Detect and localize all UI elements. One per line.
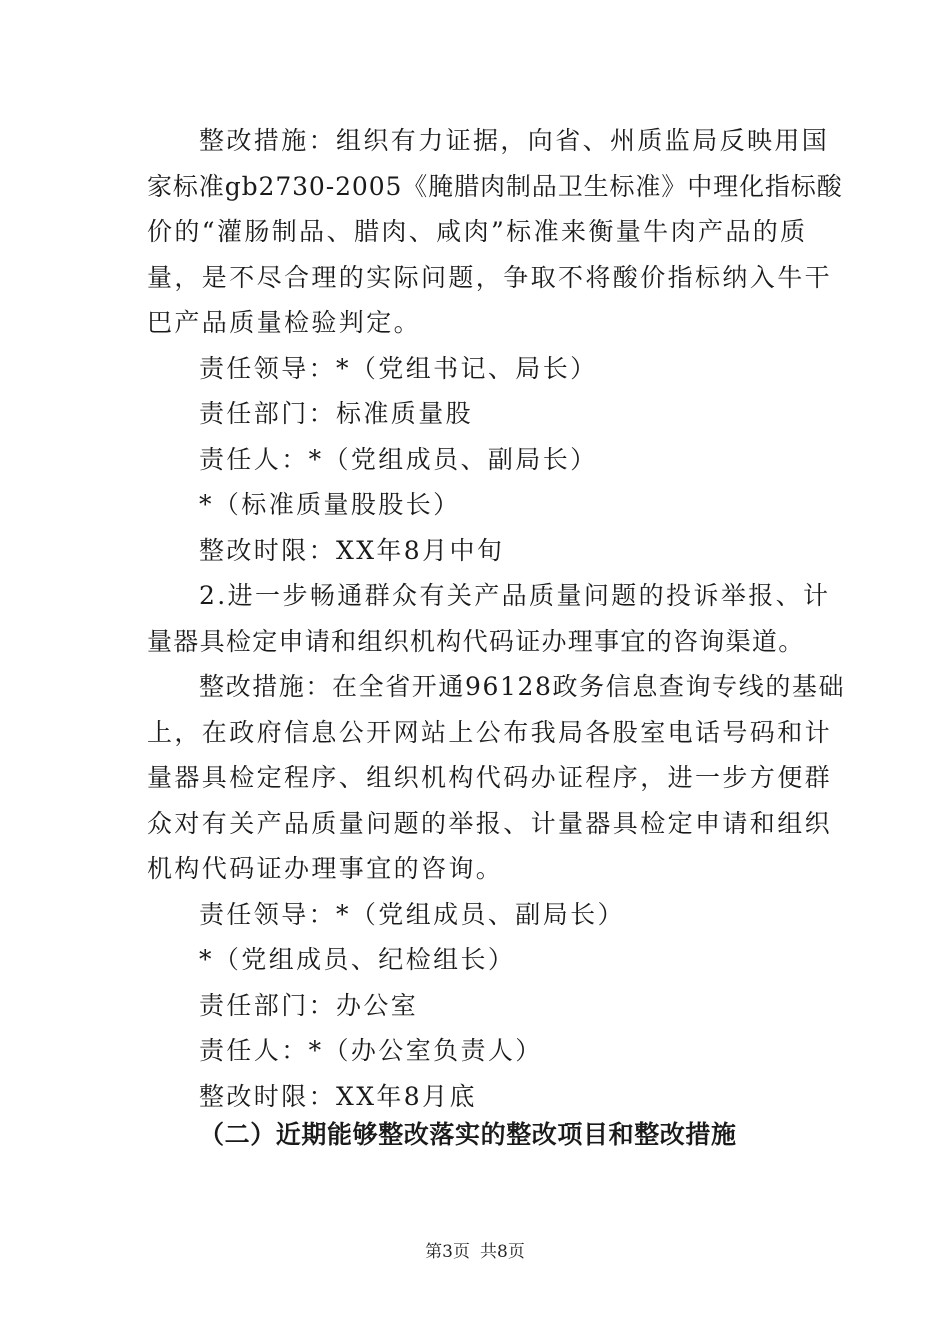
responsible-department: 责任部门：标准质量股: [199, 399, 474, 428]
text-line: 整改措施：组织有力证据，向省、州质监局反映用国: [199, 126, 830, 155]
responsible-leader: 责任领导：*（党组成员、副局长）: [199, 899, 625, 929]
responsible-leader-extra: *（党组成员、纪检组长）: [199, 945, 516, 974]
section-heading: （二）近期能够整改落实的整改项目和整改措施: [199, 1120, 737, 1149]
page-total: 共8页: [480, 1242, 525, 1262]
text-line: 量器具检定程序、组织机构代码办证程序，进一步方便群: [147, 763, 833, 792]
text-line: 巴产品质量检验判定。: [147, 308, 422, 337]
text-line: 量，是不尽合理的实际问题，争取不将酸价指标纳入牛干: [147, 262, 833, 292]
text-line: 上，在政府信息公开网站上公布我局各股室电话号码和计: [147, 717, 833, 747]
responsible-person: 责任人：*（党组成员、副局长）: [199, 444, 598, 474]
paragraph-item-2: [147, 573, 831, 664]
text-line: 量器具检定申请和组织机构代码证办理事宜的咨询渠道。: [147, 626, 805, 656]
page-footer: [0, 1240, 950, 1264]
text-line: 2.进一步畅通群众有关产品质量问题的投诉举报、计: [199, 581, 831, 610]
text-line: 众对有关产品质量问题的举报、计量器具检定申请和组织: [147, 808, 833, 838]
responsible-leader: 责任领导：*（党组书记、局长）: [199, 353, 598, 383]
responsible-person-extra: *（标准质量股股长）: [199, 490, 461, 519]
responsible-department: 责任部门：办公室: [199, 990, 419, 1020]
text-line: 整改措施：在全省开通96128政务信息查询专线的基础: [199, 672, 846, 701]
body-text: [147, 118, 846, 1119]
responsible-person: 责任人：*（办公室负责人）: [199, 1036, 543, 1065]
text-line: 机构代码证办理事宜的咨询。: [147, 854, 504, 883]
deadline: 整改时限：XX年8月底: [199, 1081, 477, 1111]
paragraph-measure-1: [147, 118, 843, 346]
text-line: 价的“灌肠制品、腊肉、咸肉”标准来衡量牛肉产品的质: [147, 217, 808, 246]
text-line: 家标准gb2730-2005《腌腊肉制品卫生标准》中理化指标酸: [147, 171, 843, 201]
paragraph-measure-2: [147, 664, 846, 892]
deadline: 整改时限：XX年8月中旬: [199, 535, 505, 565]
page-number: 第3页: [425, 1242, 470, 1262]
